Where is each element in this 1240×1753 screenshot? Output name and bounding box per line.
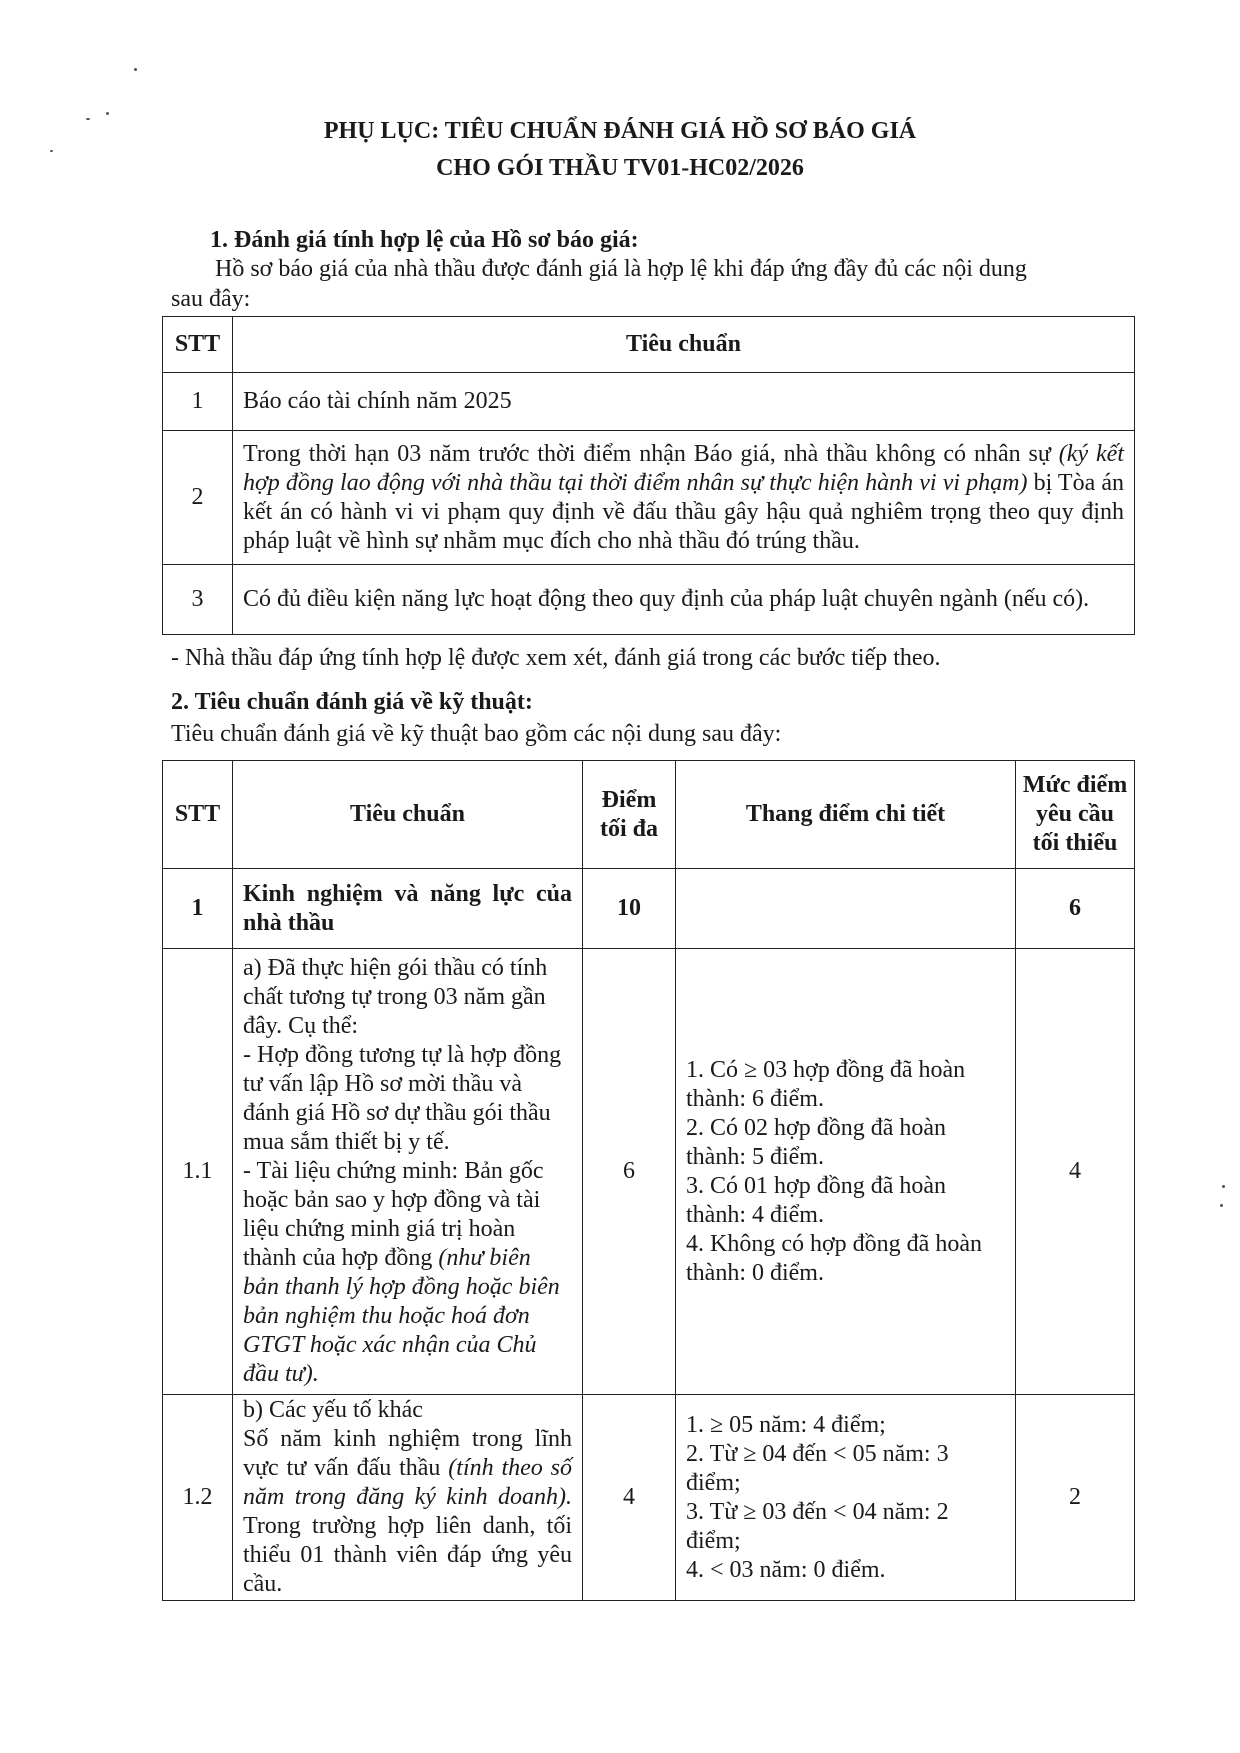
- list-item: 3. Từ ≥ 03 đến < 04 năm: 2 điểm;: [686, 1498, 949, 1554]
- row-criteria: Có đủ điều kiện năng lực hoạt động theo quy định của pháp luật chuyên ngành (nếu có).: [233, 565, 1135, 635]
- row-detail: [676, 1395, 1016, 1601]
- scan-speck: [1222, 1185, 1225, 1188]
- row-min-score: 4: [1016, 949, 1135, 1395]
- row-min-score: 2: [1016, 1395, 1135, 1601]
- doc-title-line2: CHO GÓI THẦU TV01-HC02/2026: [436, 155, 804, 181]
- row-stt: 1.2: [163, 1395, 233, 1601]
- row-max-score: 10: [583, 869, 676, 949]
- section1-intro-line2: sau đây:: [171, 286, 251, 312]
- header-min-line: yêu cầu: [1036, 801, 1114, 827]
- row-criteria: [233, 1395, 583, 1601]
- criteria-text: [243, 1157, 572, 1389]
- criteria-text: [243, 1425, 572, 1599]
- doc-title-line1: PHỤ LỤC: TIÊU CHUẨN ĐÁNH GIÁ HỒ SƠ BÁO GIÁ: [323, 118, 917, 144]
- header-detail: Thang điểm chi tiết: [676, 761, 1016, 869]
- header-stt: STT: [163, 317, 233, 373]
- list-item: 1. ≥ 05 năm: 4 điểm;: [686, 1411, 886, 1438]
- row-criteria: [233, 431, 1135, 565]
- header-min-line: tối thiểu: [1032, 830, 1118, 856]
- criteria-text: bị Tòa án kết án có hành vi vi phạm quy định về đấu thầu gây hậu quả nghiêm trọng theo quy định pháp luật về hình sự nhằm mục đích cho nhà thầu đó trúng thầu.: [243, 469, 1125, 554]
- header-max-score: [583, 761, 676, 869]
- table-row: [163, 431, 1135, 565]
- row-min-score: 6: [1016, 869, 1135, 949]
- row-stt: 2: [163, 431, 233, 565]
- header-max-line: Điểm: [601, 786, 657, 813]
- header-criteria: Tiêu chuẩn: [233, 761, 583, 869]
- criteria-text-span: Trong trường hợp liên danh, tối thiểu 01 thành viên đáp ứng yêu cầu.: [243, 1513, 572, 1597]
- row-detail: [676, 949, 1016, 1395]
- row-stt: 1: [163, 373, 233, 431]
- row-criteria: Báo cáo tài chính năm 2025: [233, 373, 1135, 431]
- criteria-text: a) Đã thực hiện gói thầu có tính chất tương tự trong 03 năm gần đây. Cụ thể:: [243, 955, 548, 1039]
- table-row: [163, 1395, 1135, 1601]
- technical-table: [162, 760, 1135, 1601]
- row-stt: 1.1: [163, 949, 233, 1395]
- table-header-row: [163, 761, 1135, 869]
- scan-speck: [134, 68, 137, 71]
- header-min-line: Mức điểm: [1022, 772, 1128, 798]
- criteria-text: b) Các yếu tố khác: [243, 1397, 423, 1423]
- scan-speck: [50, 150, 53, 152]
- list-item: 4. Không có hợp đồng đã hoàn thành: 0 điểm.: [686, 1230, 982, 1286]
- header-max-line: tối đa: [599, 815, 658, 842]
- section1-note: - Nhà thầu đáp ứng tính hợp lệ được xem xét, đánh giá trong các bước tiếp theo.: [171, 645, 941, 671]
- row-stt: 1: [163, 869, 233, 949]
- row-criteria: Kinh nghiệm và năng lực của nhà thầu: [233, 869, 583, 949]
- header-stt: STT: [163, 761, 233, 869]
- criteria-italic-note: (tính theo số năm trong đăng ký kinh doanh).: [243, 1455, 572, 1510]
- criteria-text-span: - Tài liệu chứng minh: Bản gốc hoặc bản sao y hợp đồng và tài liệu chứng minh giá trị hoàn thành của hợp đồng: [243, 1158, 544, 1271]
- criteria-text-span: Số năm kinh nghiệm trong lĩnh vực tư vấn đấu thầu: [243, 1426, 572, 1481]
- row-max-score: 4: [583, 1395, 676, 1601]
- table-row: [163, 949, 1135, 1395]
- scan-speck: [106, 112, 109, 115]
- section1-heading: 1. Đánh giá tính hợp lệ của Hồ sơ báo giá:: [210, 227, 639, 253]
- row-stt: 3: [163, 565, 233, 635]
- list-item: 4. < 03 năm: 0 điểm.: [686, 1556, 886, 1583]
- row-max-score: 6: [583, 949, 676, 1395]
- row-criteria: [233, 949, 583, 1395]
- section2-intro: Tiêu chuẩn đánh giá về kỹ thuật bao gồm các nội dung sau đây:: [171, 721, 782, 747]
- detail-list: [686, 1411, 1005, 1585]
- header-min-score: [1016, 761, 1135, 869]
- criteria-text: - Hợp đồng tương tự là hợp đồng tư vấn lập Hồ sơ mời thầu và đánh giá Hồ sơ dự thầu gói thầu mua sắm thiết bị y tế.: [243, 1042, 562, 1155]
- table-row: [163, 373, 1135, 431]
- criteria-italic-note: (như biên bản thanh lý hợp đồng hoặc biên bản nghiệm thu hoặc hoá đơn GTGT hoặc xác nhận của Chủ đầu tư).: [243, 1245, 560, 1387]
- validity-table: [162, 316, 1135, 635]
- table-row: [163, 565, 1135, 635]
- criteria-text: Trong thời hạn 03 năm trước thời điểm nhận Báo giá, nhà thầu không có nhân sự: [243, 440, 1059, 467]
- header-criteria: Tiêu chuẩn: [233, 317, 1135, 373]
- row-detail: [676, 869, 1016, 949]
- section1-intro-line1: Hồ sơ báo giá của nhà thầu được đánh giá là hợp lệ khi đáp ứng đầy đủ các nội dung: [215, 256, 1027, 282]
- table-header-row: [163, 317, 1135, 373]
- list-item: 2. Có 02 hợp đồng đã hoàn thành: 5 điểm.: [686, 1114, 947, 1170]
- list-item: 3. Có 01 hợp đồng đã hoàn thành: 4 điểm.: [686, 1172, 947, 1228]
- scan-speck: [1220, 1204, 1223, 1207]
- criteria-italic-note: (ký kết hợp đồng lao động với nhà thầu tại thời điểm nhân sự thực hiện hành vi vi phạm): [243, 440, 1124, 496]
- list-item: 1. Có ≥ 03 hợp đồng đã hoàn thành: 6 điểm.: [686, 1056, 966, 1112]
- table-row: [163, 869, 1135, 949]
- detail-list: [686, 1056, 1005, 1288]
- list-item: 2. Từ ≥ 04 đến < 05 năm: 3 điểm;: [686, 1440, 949, 1496]
- section2-heading: 2. Tiêu chuẩn đánh giá về kỹ thuật:: [171, 689, 533, 715]
